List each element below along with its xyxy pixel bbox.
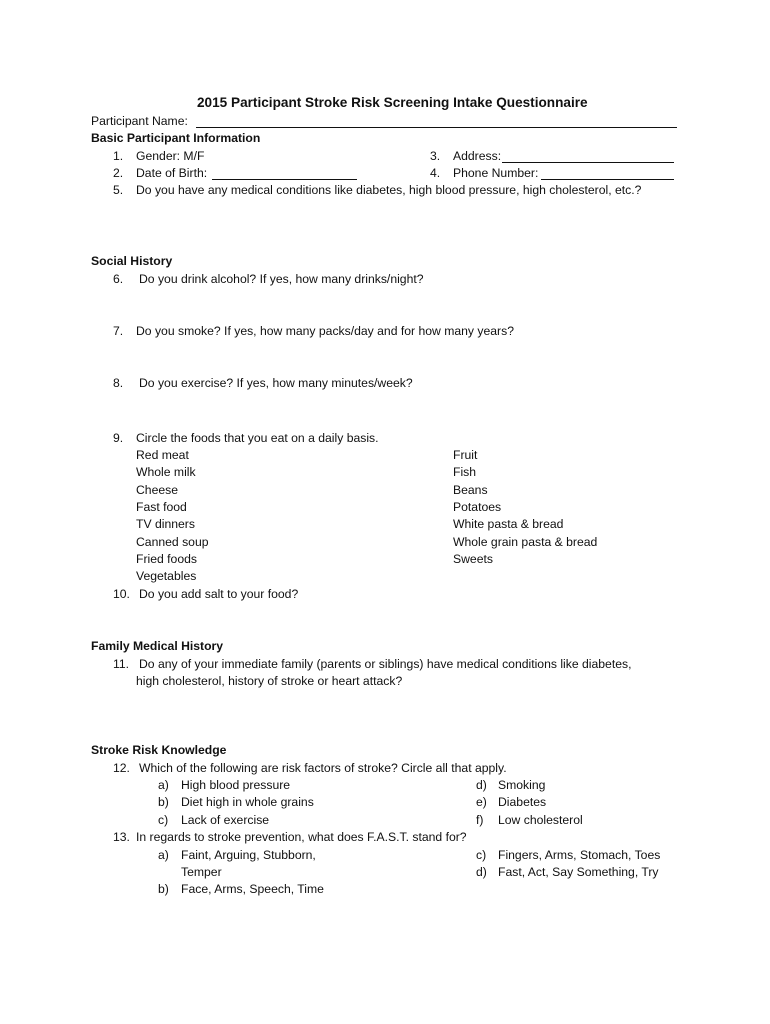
- q12-option-a-letter: a): [158, 778, 169, 792]
- q8-exercise: Do you exercise? If yes, how many minutes/week?: [139, 376, 413, 390]
- q4-number: 4.: [430, 166, 441, 180]
- q4-phone-number: Phone Number:: [453, 166, 539, 180]
- food-option[interactable]: Whole milk: [136, 465, 196, 479]
- food-option[interactable]: Fried foods: [136, 552, 197, 566]
- q12-option-b[interactable]: Diet high in whole grains: [181, 795, 314, 809]
- food-option[interactable]: Fish: [453, 465, 477, 479]
- q12-option-c[interactable]: Lack of exercise: [181, 813, 270, 827]
- q2-date-of-birth: Date of Birth:: [136, 166, 208, 180]
- food-option[interactable]: Sweets: [453, 552, 493, 566]
- food-option[interactable]: Fruit: [453, 448, 478, 462]
- q7-number: 7.: [113, 324, 124, 338]
- phone-number-blank[interactable]: [541, 179, 674, 180]
- q12-risk-factors: Which of the following are risk factors of stroke? Circle all that apply.: [139, 761, 507, 775]
- participant-name-blank[interactable]: [196, 127, 677, 128]
- food-option[interactable]: Cheese: [136, 483, 179, 497]
- q12-option-f-letter: f): [476, 813, 484, 827]
- food-option[interactable]: Whole grain pasta & bread: [453, 535, 598, 549]
- q12-option-f[interactable]: Low cholesterol: [498, 813, 583, 827]
- q12-option-d[interactable]: Smoking: [498, 778, 546, 792]
- food-option[interactable]: Beans: [453, 483, 488, 497]
- form-title: 2015 Participant Stroke Risk Screening Intake Questionnaire: [197, 95, 588, 110]
- q8-number: 8.: [113, 376, 124, 390]
- q11-family-conditions-line1: Do any of your immediate family (parents or siblings) have medical conditions like diabetes,: [139, 657, 632, 671]
- stroke-knowledge-heading: Stroke Risk Knowledge: [91, 743, 227, 757]
- q13-option-a-line2[interactable]: Temper: [181, 865, 222, 879]
- q3-number: 3.: [430, 149, 441, 163]
- q12-option-b-letter: b): [158, 795, 169, 809]
- q10-number: 10.: [113, 587, 130, 601]
- q13-option-b-letter: b): [158, 882, 169, 896]
- food-option[interactable]: Canned soup: [136, 535, 209, 549]
- social-history-heading: Social History: [91, 254, 173, 268]
- q13-option-c-letter: c): [476, 848, 487, 862]
- q13-option-b[interactable]: Face, Arms, Speech, Time: [181, 882, 324, 896]
- food-option[interactable]: TV dinners: [136, 517, 195, 531]
- q5-number: 5.: [113, 183, 124, 197]
- q11-number: 11.: [113, 657, 130, 671]
- q12-number: 12.: [113, 761, 130, 775]
- q11-family-conditions-line2: high cholesterol, history of stroke or heart attack?: [136, 674, 403, 688]
- q7-smoking: Do you smoke? If yes, how many packs/day and for how many years?: [136, 324, 514, 338]
- q3-address: Address:: [453, 149, 502, 163]
- q12-option-e-letter: e): [476, 795, 487, 809]
- q10-salt: Do you add salt to your food?: [139, 587, 299, 601]
- family-history-heading: Family Medical History: [91, 639, 224, 653]
- date-of-birth-blank[interactable]: [212, 179, 357, 180]
- food-option[interactable]: White pasta & bread: [453, 517, 564, 531]
- q1-gender: Gender: M/F: [136, 149, 205, 163]
- q13-option-d-letter: d): [476, 865, 487, 879]
- food-option[interactable]: Red meat: [136, 448, 189, 462]
- address-blank[interactable]: [502, 162, 674, 163]
- q13-option-a-line1[interactable]: Faint, Arguing, Stubborn,: [181, 848, 316, 862]
- participant-name-label: Participant Name:: [91, 114, 188, 128]
- q13-option-d[interactable]: Fast, Act, Say Something, Try: [498, 865, 659, 879]
- q13-fast: In regards to stroke prevention, what does F.A.S.T. stand for?: [136, 830, 467, 844]
- q12-option-c-letter: c): [158, 813, 169, 827]
- q12-option-d-letter: d): [476, 778, 487, 792]
- food-option[interactable]: Fast food: [136, 500, 187, 514]
- basic-info-heading: Basic Participant Information: [91, 131, 261, 145]
- q5-medical-conditions: Do you have any medical conditions like diabetes, high blood pressure, high cholesterol, etc.?: [136, 183, 642, 197]
- q9-foods-question: Circle the foods that you eat on a daily basis.: [136, 431, 379, 445]
- q13-option-c[interactable]: Fingers, Arms, Stomach, Toes: [498, 848, 661, 862]
- q2-number: 2.: [113, 166, 124, 180]
- q1-number: 1.: [113, 149, 124, 163]
- q12-option-a[interactable]: High blood pressure: [181, 778, 291, 792]
- q13-option-a-letter: a): [158, 848, 169, 862]
- food-option[interactable]: Potatoes: [453, 500, 502, 514]
- q13-number: 13.: [113, 830, 130, 844]
- q9-number: 9.: [113, 431, 124, 445]
- q12-option-e[interactable]: Diabetes: [498, 795, 547, 809]
- food-option[interactable]: Vegetables: [136, 569, 197, 583]
- q6-alcohol: Do you drink alcohol? If yes, how many drinks/night?: [139, 272, 424, 286]
- q6-number: 6.: [113, 272, 124, 286]
